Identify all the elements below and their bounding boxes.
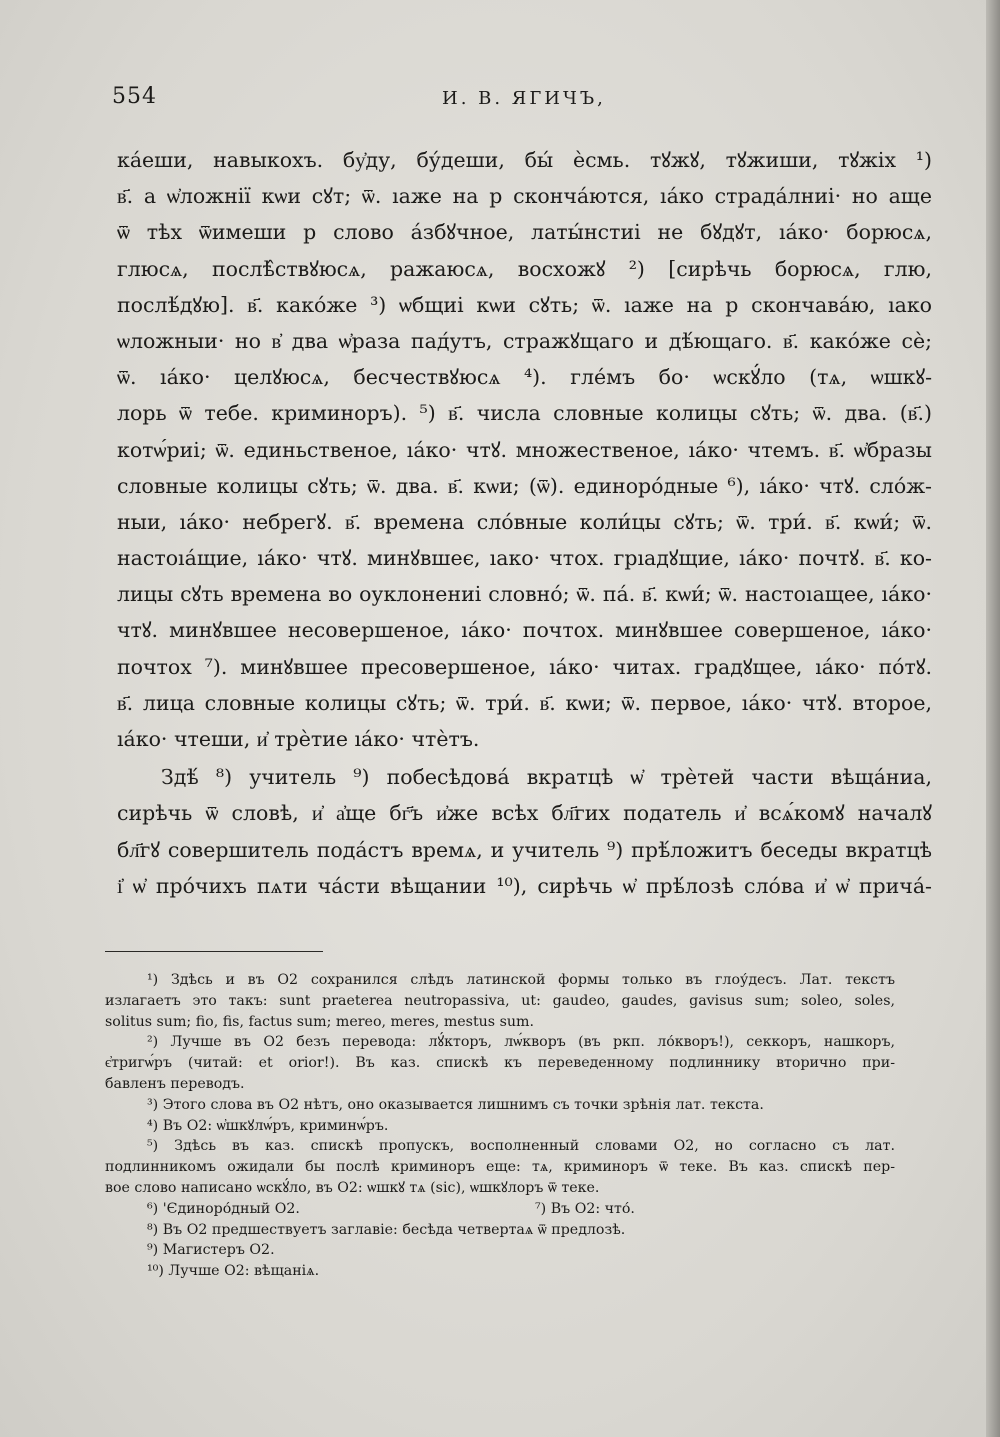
footnote-5-cont: вое слово написано ѡскꙋ́ло, въ О2: ѡшкꙋ тѧ (sic), ѡшкꙋлоръ ѿ теке. (105, 1179, 600, 1196)
text-line: глюсѧ, послѣ̂ствꙋюсѧ, ражаюсѧ, восхожꙋ ²) [сирѣчь борюсѧ, глю, (117, 256, 932, 281)
footnote-separator (105, 951, 323, 952)
footnote-7: ⁷) Въ О2: что́. (535, 1200, 635, 1217)
text-line: словные колицы сꙋть; ѿ. два. в҃. кѡи; (ѿ). единоро́дные ⁶), ıа́ко· чтꙋ. сло́ж- (117, 473, 932, 498)
footnote-8: ⁸) Въ О2 предшествуетъ заглавіе: бесѣда четвертаѧ ѿ предлозѣ. (147, 1221, 626, 1238)
text-line: лорь ѿ тебе. криминоръ). ⁵) в҃. числа словные колицы сꙋть; ѿ. два. (в҃.) (117, 401, 932, 426)
footnotes-6-7 (105, 1199, 895, 1220)
footnote-3: ³) Этого слова въ О2 нѣтъ, оно оказывается лишнимъ съ точки зрѣнія лат. текста. (147, 1096, 764, 1113)
footnote-1-cont: solitus sum; fio, fis, factus sum; mereo, meres, mestus sum. (105, 1013, 534, 1030)
footnote-2-cont: бавленъ переводъ. (105, 1075, 245, 1092)
text-line: лицы сꙋть времена во оуклонениі словно́; ѿ. па́. в҃. кѡи́; ѿ. настоıащее, ıа́ко· (117, 582, 932, 607)
text-line: бл҃гꙋ совершитель пода́стъ времѧ, и учитель ⁹) прѣ́ложитъ беседы вкратцѣ (117, 837, 932, 862)
text-line: котѡ́риі; ѿ. единьственое, ıа́ко· чтꙋ. множественое, ıа́ко· чтемъ. в҃. ѡ҆бразы (117, 437, 932, 462)
text-line: ѿ. ıа́ко· целꙋюсѧ, бесчествꙋюсѧ ⁴). гле́мъ бо· ѡскꙋ́ло (тѧ, ѡшкꙋ- (117, 365, 932, 390)
page-header (112, 84, 932, 114)
footnote-5: ⁵) Здѣсь въ каз. спискѣ пропускъ, восполненный словами О2, но согласно съ лат. (147, 1138, 895, 1155)
footnote-1-cont: излагаетъ это такъ: sunt praeterea neutropassiva, ut: gaudeo, gaudes, gavisus sum; soleo, soles, (105, 992, 895, 1009)
footnote-5-cont: подлинникомъ ожидали бы послѣ криминоръ еще: тѧ, криминоръ ѿ теке. Въ каз. спискѣ пер- (105, 1159, 895, 1176)
footnote-6: ⁶) 'Єдиноро́дный О2. (147, 1200, 300, 1217)
paragraph-first-line: Здѣ́ ⁸) учитель ⁹) побесѣдова́ вкратцѣ ѡ҆ трѐтей части вѣща́ниа, (161, 765, 932, 790)
footnotes (105, 970, 895, 1282)
text-line: сирѣчь ѿ словѣ, и҆ а҆ще бг҃ъ и҆же всѣх бл҃гих податель и҆ всѧ́комꙋ началꙋ (117, 801, 932, 826)
text-line: ѿ тѣх ѿимеши р слово а́збꙋчное, латы́нстиі не бꙋдꙋт, ıа́ко· борюсѧ, (117, 220, 932, 245)
footnote-1: ¹) Здѣсь и въ О2 сохранился слѣдъ латинской формы только въ глоу́десъ. Лат. текстъ (147, 972, 895, 988)
text-line: послѣ́дꙋю]. в҃. како́же ³) ѡбщиі кѡи сꙋть; ѿ. ıаже на р скончава́ю, ıако (117, 292, 932, 317)
text-line: ныи, ıа́ко· небрегꙋ. в҃. времена сло́вные коли́цы сꙋть; ѿ. три́. в҃. кѡи́; ѿ. (117, 509, 932, 534)
running-head: И. В. ЯГИЧЪ, (442, 88, 606, 109)
footnote-4: ⁴) Въ О2: ѡ҆шкꙋлѡ́ръ, криминѡ́ръ. (147, 1117, 389, 1134)
footnote-2-cont: є҆тригѡ́ръ (читай: et orior!). Въ каз. спискѣ къ переведенному подлиннику вторично при- (105, 1055, 895, 1072)
text-line: ѡложныи· но в҆ два ѡ҆раза пад́утъ, стражꙋщаго и дѣ́ющаго. в҃. како́же сѐ; (117, 328, 932, 353)
footnote-9: ⁹) Магистеръ О2. (147, 1242, 275, 1259)
text-line: почтох ⁷). минꙋвшее пресовершеное, ıа́ко· читах. градꙋщее, ıа́ко· по́тꙋ. (117, 654, 932, 679)
text-line: і҆ ѡ҆ про́чихъ пѧти ча́сти вѣщании ¹⁰), сирѣчь ѡ҆ прѣ́лозѣ сло́ва и҆ ѡ҆ прича́- (117, 873, 932, 898)
footnote-10: ¹⁰) Лучше О2: вѣщаніѧ. (147, 1263, 320, 1280)
text-line: ıа́ко· чтеши, и҆ трѐтие ıа́ко· чтѐтъ. (117, 727, 480, 751)
footnote-2: ²) Лучше въ О2 безъ перевода: лꙋ́кторъ, лѡ́кворъ (въ ркп. ло́кворъ!), секкоръ, нашкоръ, (147, 1034, 895, 1051)
page-gutter-shadow (986, 0, 1000, 1437)
text-line: настоıа́щие, ıа́ко· чтꙋ. минꙋвшеє, ıако· чтох. грıадꙋщие, ıа́ко· почтꙋ. в҃. ко- (117, 546, 932, 571)
text-line: в҃. а ѡ҆ложнії кѡи сꙋт; ѿ. ıаже на р сконча́ются, ıа́ко страда́лниі· но аще (117, 184, 932, 209)
text-line: ка́еши, навыкохъ. бу҆ду, бу́деши, бы́ ѐсмь. тꙋжꙋ, тꙋжиши, тꙋжіх ¹) (117, 148, 932, 172)
main-text (117, 142, 932, 904)
text-line: чтꙋ. минꙋвшее несовершеное, ıа́ко· почтох. минꙋвшее совершеное, ıа́ко· (117, 618, 932, 643)
page-number: 554 (112, 84, 157, 109)
text-line: в҃. лица словные колицы сꙋть; ѿ. три́. в҃. кѡи; ѿ. первое, ıа́ко· чтꙋ. второе, (117, 690, 932, 715)
